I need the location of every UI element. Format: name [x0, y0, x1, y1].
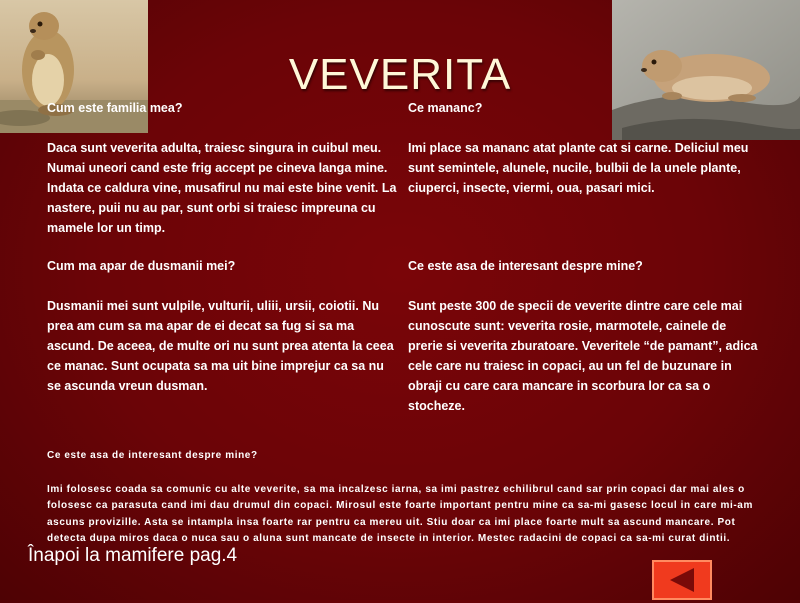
- section-interesting: [408, 256, 758, 416]
- section-body: Imi place sa mananc atat plante cat si carne. Deliciul meu sunt semintele, alunele, nucile, bulbii de la unele plante, ciuperci, insecte, viermi, oua, pasari mici.: [408, 141, 749, 195]
- section-food: [408, 98, 758, 198]
- section-heading: Cum ma apar de dusmanii mei?: [47, 259, 236, 273]
- section-body: Sunt peste 300 de specii de veverite dintre care cele mai cunoscute sunt: veverita rosie, marmotele, cainele de prerie si veverita zburatoare. Veveritele “de pamant”, adica cele care nu traiesc in copaci, au un fel de buzunare in obraji cu care cara mancare in scorbura lor ca sa o stocheze.: [408, 299, 758, 413]
- section-enemies: [47, 256, 397, 396]
- section-heading: Cum este familia mea?: [47, 101, 183, 115]
- section-heading: Ce este asa de interesant despre mine?: [47, 450, 258, 461]
- section-body: Imi folosesc coada sa comunic cu alte veverite, sa ma incalzesc iarna, sa imi pastrez echilibrul cand sar prin copaci dar mai ales o folosesc ca parasuta cand imi dau drumul din copaci. Mirosul este foarte important pentru mine ca sa-mi gasesc locul in care mi-am ascuns provizille. Asta se intampla insa foarte rar pentru ca mereu uit. Stiu doar ca imi place foarte mult sa ascund mancare. Pot detecta dupa miros daca o nuca sau o aluna sunt mancate de insecte in interior. Mestec radacini de copaci ca sa-mi curat dintii.: [47, 483, 753, 544]
- section-body: Daca sunt veverita adulta, traiesc singura in cuibul meu. Numai uneori cand este frig accept pe cineva langa mine. Indata ce caldura vine, musafirul nu mai este bine venit. La nastere, puii nu au par, sunt orbi si traiesc impreuna cu mamele lor un timp.: [47, 141, 397, 235]
- left-arrow-icon: [654, 562, 710, 598]
- section-heading: Ce mananc?: [408, 101, 483, 115]
- section-heading: Ce este asa de interesant despre mine?: [408, 259, 643, 273]
- section-family: [47, 98, 397, 238]
- section-interesting-more: [47, 448, 757, 548]
- section-body: Dusmanii mei sunt vulpile, vulturii, uliii, ursii, coiotii. Nu prea am cum sa ma apar de ei decat sa fug si sa ma ascund. De aceea, de multe ori nu sunt prea atenta la ceea ce manac. Sunt ocupata sa ma uit bine imprejur ca sa nu se ascunda vreun dusman.: [47, 299, 394, 393]
- slide-title: VEVERITA: [288, 50, 512, 99]
- back-button[interactable]: [652, 560, 712, 600]
- back-to-mammals-link[interactable]: Înapoi la mamifere pag.4: [28, 545, 238, 566]
